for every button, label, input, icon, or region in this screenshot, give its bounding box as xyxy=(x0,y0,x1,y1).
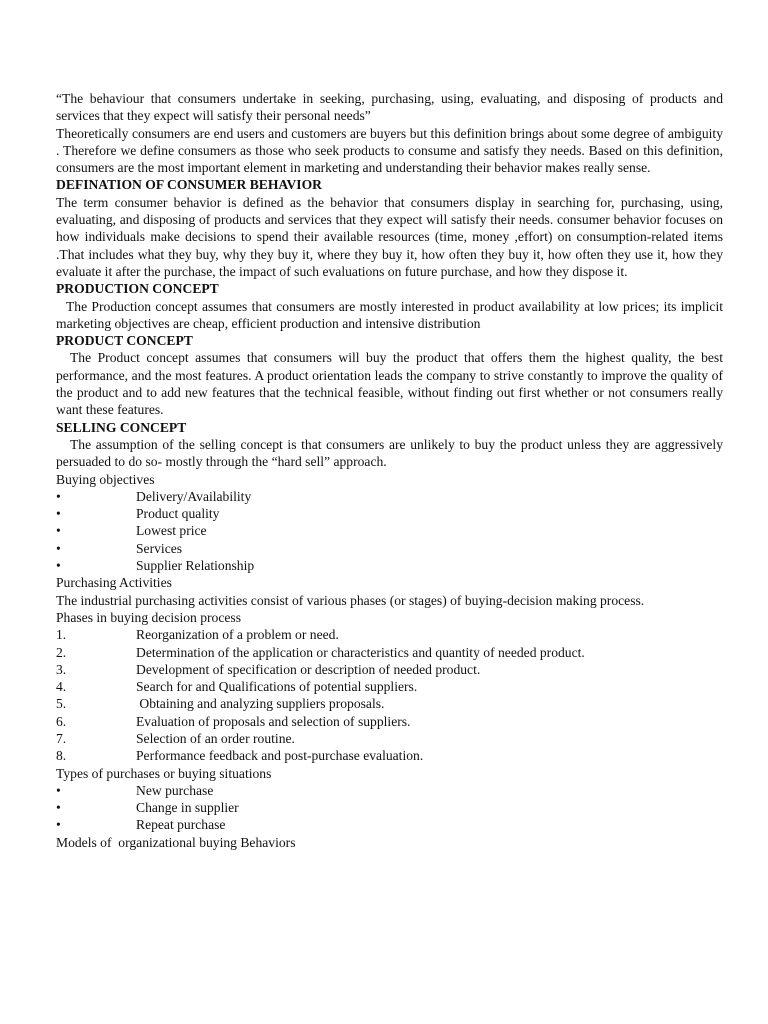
list-item-text: Selection of an order routine. xyxy=(136,730,295,746)
number-mark: 3. xyxy=(56,661,67,677)
list-item-text: Repeat purchase xyxy=(136,817,226,833)
bullet-mark: • xyxy=(56,817,61,833)
list-item xyxy=(56,730,723,747)
list-item xyxy=(56,799,723,816)
list-item-text: Development of specification or description of needed product. xyxy=(136,661,481,677)
phases-list xyxy=(56,626,723,764)
number-mark: 2. xyxy=(56,644,67,660)
list-item-text: Determination of the application or characteristics and quantity of needed product. xyxy=(136,644,585,660)
heading-definition: DEFINATION OF CONSUMER BEHAVIOR xyxy=(56,177,322,193)
definition-paragraph: The term consumer behavior is defined as the behavior that consumers display in searching for, purchasing, using, evaluating, and disposing of products and services that they expect will satisfy their needs. consumer behavior focuses on how individuals make decisions to spend their available resources (time, money ,effort) on consumption-related items .That includes what they buy, why they buy it, where they buy it, how often they buy it, how often they use it, how they evaluate it after the purchase, the impact of such evaluations on future purchase, and how they dispose it. xyxy=(56,194,723,279)
list-item xyxy=(56,678,723,695)
list-item xyxy=(56,747,723,764)
number-mark: 6. xyxy=(56,713,67,729)
bullet-mark: • xyxy=(56,523,61,539)
purchasing-paragraph: The industrial purchasing activities consist of various phases (or stages) of buying-decision making process. xyxy=(56,592,645,608)
bullet-mark: • xyxy=(56,540,61,556)
document-page xyxy=(56,90,723,851)
product-paragraph: The Product concept assumes that consumers will buy the product that offers them the highest quality, the best performance, and the most features. A product orientation leads the company to strive constantly to improve the quality of the product and to add new features that the technical feasible, without finding out first whether or not consumers really want these features. xyxy=(56,350,723,418)
number-mark: 8. xyxy=(56,748,67,764)
models-label: Models of organizational buying Behaviors xyxy=(56,834,296,850)
heading-production-concept: PRODUCTION CONCEPT xyxy=(56,281,219,297)
list-item xyxy=(56,695,723,712)
bullet-mark: • xyxy=(56,558,61,574)
number-mark: 7. xyxy=(56,730,67,746)
production-paragraph: The Production concept assumes that consumers are mostly interested in product availability at low prices; its implicit marketing objectives are cheap, efficient production and intensive distribution xyxy=(56,298,723,331)
list-item-text: Supplier Relationship xyxy=(136,558,255,574)
bullet-mark: • xyxy=(56,488,61,504)
list-item-text: Product quality xyxy=(136,506,220,522)
types-label: Types of purchases or buying situations xyxy=(56,765,272,781)
list-item xyxy=(56,782,723,799)
purchasing-activities-label: Purchasing Activities xyxy=(56,575,172,591)
list-item xyxy=(56,522,723,539)
types-list xyxy=(56,782,723,834)
heading-product-concept: PRODUCT CONCEPT xyxy=(56,333,193,349)
list-item xyxy=(56,644,723,661)
selling-paragraph: The assumption of the selling concept is that consumers are unlikely to buy the product unless they are aggressively persuaded to do so- mostly through the “hard sell” approach. xyxy=(56,436,723,470)
list-item-text: Change in supplier xyxy=(136,800,239,816)
intro-paragraph: Theoretically consumers are end users and customers are buyers but this definition brings about some degree of ambiguity . Therefore we define consumers as those who seek products to consume and satisfy they needs. Based on this definition, consumers are the most important element in marketing and understanding their behavior makes really sense. xyxy=(56,125,723,176)
buying-objectives-list xyxy=(56,488,723,574)
list-item xyxy=(56,626,723,643)
list-item-text: Search for and Qualifications of potential suppliers. xyxy=(136,679,418,695)
list-item-text: Services xyxy=(136,540,183,556)
buying-objectives-label: Buying objectives xyxy=(56,471,155,487)
phases-label: Phases in buying decision process xyxy=(56,609,242,625)
list-item xyxy=(56,540,723,557)
list-item xyxy=(56,505,723,522)
bullet-mark: • xyxy=(56,506,61,522)
list-item xyxy=(56,713,723,730)
list-item-text: Evaluation of proposals and selection of suppliers. xyxy=(136,713,411,729)
intro-quote: “The behaviour that consumers undertake in seeking, purchasing, using, evaluating, and disposing of products and services that they expect will satisfy their personal needs” xyxy=(56,91,723,124)
bullet-mark: • xyxy=(56,782,61,798)
number-mark: 5. xyxy=(56,696,67,712)
list-item xyxy=(56,661,723,678)
list-item xyxy=(56,816,723,833)
list-item-text: Lowest price xyxy=(136,523,207,539)
list-item xyxy=(56,557,723,574)
list-item xyxy=(56,488,723,505)
list-item-text: Delivery/Availability xyxy=(136,488,252,504)
number-mark: 1. xyxy=(56,627,67,643)
list-item-text: New purchase xyxy=(136,782,214,798)
list-item-text: Reorganization of a problem or need. xyxy=(136,627,339,643)
bullet-mark: • xyxy=(56,800,61,816)
heading-selling-concept: SELLING CONCEPT xyxy=(56,419,187,435)
number-mark: 4. xyxy=(56,679,67,695)
list-item-text: Performance feedback and post-purchase evaluation. xyxy=(136,748,424,764)
list-item-text: Obtaining and analyzing suppliers proposals. xyxy=(136,696,385,712)
